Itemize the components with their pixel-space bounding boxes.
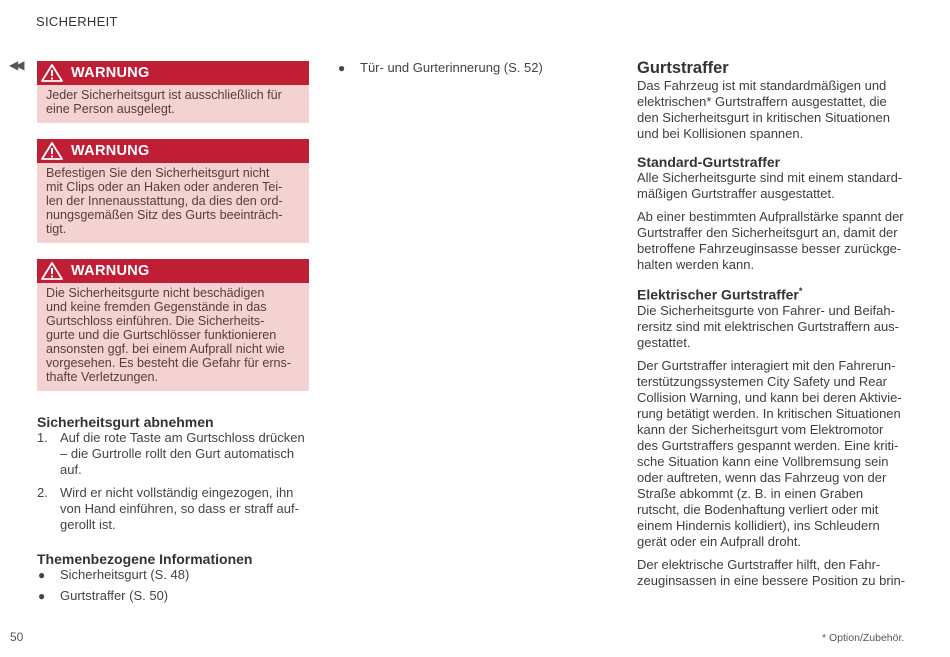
text-line: gurte und die Gurtschlösser funktionieren [46,328,277,342]
text-line: und bei Kollisionen spannen. [637,126,804,141]
warning-box [37,259,309,391]
text-line: zeuginsassen in eine bessere Position zu brin- [637,572,906,588]
remove-belt-heading: Sicherheitsgurt abnehmen [37,414,214,430]
text-line: auf. [60,462,82,477]
text-line: sche Situation kann eine Vollbremsung sein [637,453,889,469]
text-line: rutscht, die Bodenhaftung verliert oder mit [637,501,879,517]
text-line: tigt. [46,222,67,236]
related-link[interactable] [337,60,597,76]
warning-text [37,283,309,391]
text-line: von Hand einführen, so dass er straff auf- [60,501,299,516]
text-line: Gurtschloss einführen. Die Sicherheits- [46,314,265,328]
footnote: * Option/Zubehör. [822,632,905,644]
text-line: Befestigen Sie den Sicherheitsgurt nicht [46,166,270,180]
text-line: elektrischen* Gurtstraffern ausgestattet, die [637,94,887,109]
text-line: Die Sicherheitsgurte von Fahrer- und Beifah- [637,302,895,318]
heading-text: Elektrischer Gurtstraffer [637,286,799,303]
standard-heading: Standard-Gurtstraffer [637,154,781,170]
section-header: SICHERHEIT [36,14,118,29]
text-line: den Sicherheitsgurt in kritischen Situationen [637,110,890,125]
warning-triangle-icon [41,262,63,280]
section-title: Gurtstraffer [637,59,729,77]
text-line: Straße abkommt (z. B. in einen Graben [637,485,864,501]
warning-title: WARNUNG [71,263,150,279]
text-line: kann der Sicherheitsgurt vom Elektromotor [637,421,884,437]
double-left-arrow-icon[interactable]: ◀◀ [9,58,22,72]
step-number: 2. [37,485,48,500]
text-line: rersitz sind mit elektrischen Gurtstraffern aus- [637,318,900,334]
text-line: und keine fremden Gegenstände in das [46,300,267,314]
warning-header [37,61,309,85]
link-text[interactable]: Gurtstraffer (S. 50) [60,588,169,603]
text-line: Alle Sicherheitsgurte sind mit einem standard- [637,170,903,185]
step-number: 1. [37,430,48,445]
step-item [37,430,309,478]
text-line: gerät oder ein Aufprall droht. [637,533,802,549]
warning-title: WARNUNG [71,65,150,81]
text-line: Der Gurtstraffer interagiert mit den Fahrerun- [637,357,896,373]
paragraph [637,170,912,202]
text-line: betroffene Fahrzeuginsasse besser zurückge- [637,241,902,256]
option-marker: * [798,286,803,296]
paragraph [637,358,912,550]
text-line: einem Hindernis kollidiert), ins Schleudern [637,517,880,533]
text-line: mit Clips oder an Haken oder anderen Tei- [46,180,283,194]
warning-title: WARNUNG [71,143,150,159]
text-line: Wird er nicht vollständig eingezogen, ihn [60,485,294,500]
bullet-dot-icon: ● [38,568,46,582]
text-line: nungsgemäßen Sitz des Gurts beeinträch- [46,208,283,222]
paragraph [637,209,912,273]
warning-text [37,163,309,243]
text-line: vorgesehen. Es besteht die Gefahr für erns- [46,356,292,370]
warning-header [37,259,309,283]
text-line: eine Person ausgelegt. [46,102,175,116]
text-line: oder auftreten, wenn das Fahrzeug von der [637,469,887,485]
left-column [37,61,309,609]
text-line: Der elektrische Gurtstraffer hilft, den Fahr- [637,556,881,572]
warning-triangle-icon [41,64,63,82]
text-line: – die Gurtrolle rollt den Gurt automatisch [60,446,295,461]
electric-heading [637,283,912,303]
warning-text [37,85,309,123]
warning-box [37,139,309,243]
text-line: Jeder Sicherheitsgurt ist ausschließlich für [46,88,282,102]
right-column [637,59,912,589]
text-line: Gurtstraffer den Sicherheitsgurt an, damit der [637,225,898,240]
text-line: gestattet. [637,334,691,350]
text-line: halten werden kann. [637,257,755,272]
middle-column [337,60,597,81]
text-line: ansonsten ggf. bei einem Aufprall nicht wie [46,342,285,356]
text-line: rung betätigt werden. In kritischen Situationen [637,405,901,421]
text-line: mäßigen Gurtstraffer ausgestattet. [637,186,835,201]
text-line: Ab einer bestimmten Aufprallstärke spannt der [637,209,904,224]
bullet-dot-icon: ● [338,61,346,75]
text-line: Collision Warning, und kann bei deren Aktivie- [637,389,902,405]
text-line: Das Fahrzeug ist mit standardmäßigen und [637,78,887,93]
related-link[interactable] [37,588,309,604]
warning-box [37,61,309,123]
warning-triangle-icon [41,142,63,160]
page-number: 50 [10,630,24,644]
related-link[interactable] [37,567,309,583]
text-line: thafte Verletzungen. [46,370,159,384]
paragraph [637,303,912,351]
text-line: Auf die rote Taste am Gurtschloss drücken [60,430,305,445]
bullet-dot-icon: ● [38,589,46,603]
paragraph [637,557,912,589]
step-item [37,485,309,533]
text-line: des Gurtstraffers gespannt werden. Eine kriti- [637,437,899,453]
intro-paragraph [637,78,912,142]
link-text[interactable]: Tür- und Gurterinnerung (S. 52) [360,60,543,75]
link-text[interactable]: Sicherheitsgurt (S. 48) [60,567,190,582]
text-line: Die Sicherheitsgurte nicht beschädigen [46,286,265,300]
related-info-heading: Themenbezogene Informationen [37,551,253,567]
text-line: gerollt ist. [60,517,116,532]
text-line: len der Innenausstattung, da dies den ord- [46,194,283,208]
warning-header [37,139,309,163]
text-line: terstützungssystemen City Safety und Rear [637,373,888,389]
